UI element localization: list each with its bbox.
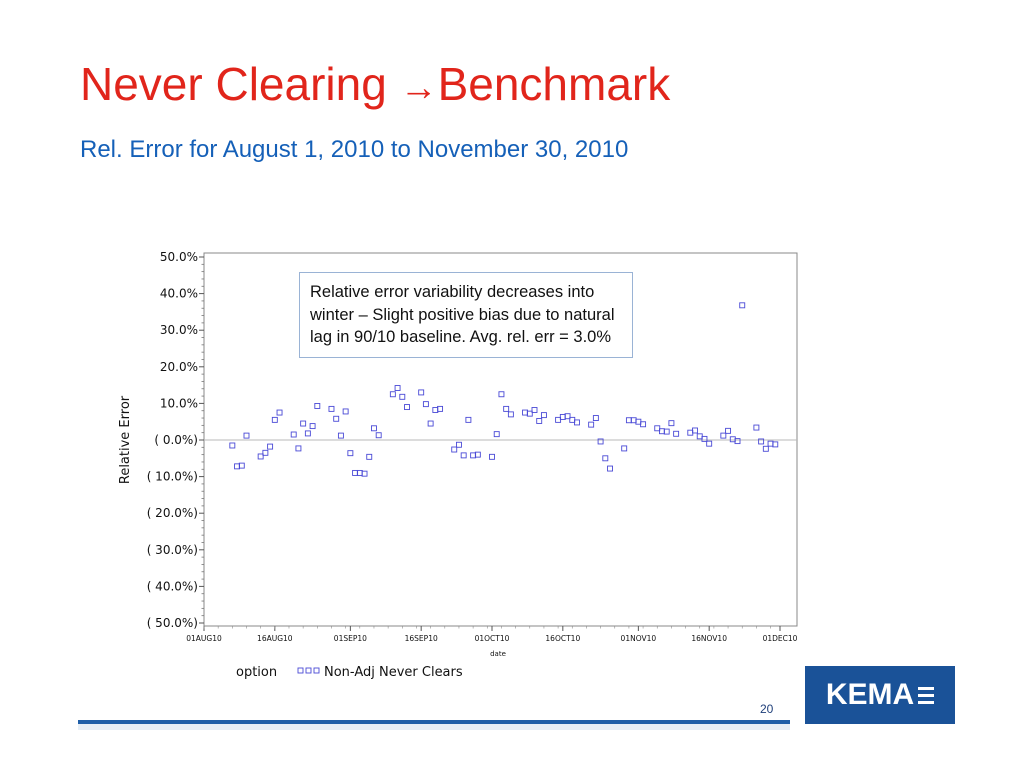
- data-point: [669, 421, 674, 426]
- data-point: [603, 456, 608, 461]
- data-point: [310, 424, 315, 429]
- data-point: [235, 464, 240, 469]
- data-point: [574, 420, 579, 425]
- data-point: [608, 466, 613, 471]
- data-point: [466, 417, 471, 422]
- data-point: [272, 417, 277, 422]
- data-point: [622, 446, 627, 451]
- data-point: [400, 394, 405, 399]
- kema-logo: [805, 666, 955, 724]
- data-point: [452, 447, 457, 452]
- y-tick-label: 20.0%: [159, 359, 198, 374]
- data-point: [362, 471, 367, 476]
- data-point: [471, 453, 476, 458]
- x-axis-label: date: [490, 650, 506, 658]
- data-point: [560, 414, 565, 419]
- legend-marker: [298, 668, 303, 673]
- y-tick-label: ( 30.0%): [146, 542, 198, 557]
- data-point: [405, 405, 410, 410]
- data-point: [239, 463, 244, 468]
- data-point: [348, 451, 353, 456]
- x-tick-label: 16SEP10: [404, 634, 438, 643]
- data-point: [494, 432, 499, 437]
- data-point: [376, 433, 381, 438]
- y-tick-label: 30.0%: [159, 323, 198, 338]
- y-axis-label: Relative Error: [118, 395, 133, 485]
- data-point: [688, 430, 693, 435]
- data-point: [570, 417, 575, 422]
- data-point: [499, 392, 504, 397]
- x-tick-label: 01DEC10: [762, 634, 798, 643]
- data-point: [589, 422, 594, 427]
- data-point: [475, 452, 480, 457]
- data-point: [395, 386, 400, 391]
- data-point: [508, 412, 513, 417]
- data-point: [763, 446, 768, 451]
- data-point: [353, 470, 358, 475]
- data-point: [357, 470, 362, 475]
- data-point: [343, 409, 348, 414]
- data-point: [730, 437, 735, 442]
- data-point: [338, 433, 343, 438]
- data-point: [532, 407, 537, 412]
- footer-shadow: [78, 724, 790, 730]
- data-point: [674, 431, 679, 436]
- x-tick-label: 01OCT10: [474, 634, 510, 643]
- data-point: [291, 432, 296, 437]
- data-point: [556, 417, 561, 422]
- data-point: [655, 426, 660, 431]
- data-point: [296, 446, 301, 451]
- data-point: [334, 416, 339, 421]
- data-point: [641, 422, 646, 427]
- data-point: [664, 429, 669, 434]
- slide-subtitle: Rel. Error for August 1, 2010 to November 30, 2010: [80, 136, 629, 163]
- data-point: [433, 407, 438, 412]
- data-point: [504, 406, 509, 411]
- x-tick-label: 01NOV10: [620, 634, 657, 643]
- data-point: [263, 450, 268, 455]
- x-tick-label: 01SEP10: [333, 634, 367, 643]
- data-point: [726, 428, 731, 433]
- data-point: [626, 418, 631, 423]
- data-point: [423, 402, 428, 407]
- legend-marker: [314, 668, 319, 673]
- data-point: [277, 410, 282, 415]
- x-tick-label: 16AUG10: [257, 634, 293, 643]
- data-point: [527, 411, 532, 416]
- legend-title: option: [236, 665, 278, 680]
- data-point: [702, 436, 707, 441]
- title-left: Never Clearing: [80, 58, 400, 110]
- data-point: [541, 413, 546, 418]
- data-point: [490, 454, 495, 459]
- data-point: [329, 406, 334, 411]
- y-tick-label: ( 20.0%): [146, 506, 198, 521]
- y-tick-label: ( 10.0%): [146, 469, 198, 484]
- data-point: [740, 303, 745, 308]
- data-point: [268, 444, 273, 449]
- data-point: [390, 392, 395, 397]
- x-tick-label: 16OCT10: [545, 634, 581, 643]
- logo-mark-icon: [918, 685, 934, 706]
- data-point: [258, 454, 263, 459]
- title-right: Benchmark: [437, 58, 671, 110]
- data-point: [593, 416, 598, 421]
- data-point: [428, 421, 433, 426]
- data-point: [301, 421, 306, 426]
- x-tick-label: 01AUG10: [186, 634, 222, 643]
- arrow-right-icon: →: [399, 67, 438, 109]
- data-point: [523, 410, 528, 415]
- y-tick-label: ( 0.0%): [154, 433, 198, 447]
- data-point: [565, 414, 570, 419]
- data-point: [230, 443, 235, 448]
- data-point: [461, 453, 466, 458]
- data-point: [305, 431, 310, 436]
- data-point: [721, 433, 726, 438]
- page-number: 20: [760, 702, 774, 716]
- data-point: [735, 439, 740, 444]
- legend-entry: Non-Adj Never Clears: [324, 665, 463, 680]
- data-point: [697, 434, 702, 439]
- data-point: [438, 406, 443, 411]
- data-point: [244, 433, 249, 438]
- y-tick-label: 40.0%: [159, 286, 198, 301]
- data-point: [773, 442, 778, 447]
- chart-annotation: Relative error variability decreases into winter – Slight positive bias due to natural lag in 90/10 baseline. Avg. rel. err = 3.0%: [299, 272, 633, 358]
- legend-marker: [306, 668, 311, 673]
- data-point: [315, 403, 320, 408]
- logo-text: KEMA: [825, 678, 915, 711]
- data-point: [754, 425, 759, 430]
- x-tick-label: 16NOV10: [691, 634, 727, 643]
- data-point: [707, 441, 712, 446]
- data-point: [768, 441, 773, 446]
- data-point: [456, 442, 461, 447]
- data-point: [659, 429, 664, 434]
- data-point: [371, 426, 376, 431]
- y-tick-label: 50.0%: [159, 250, 198, 264]
- data-point: [537, 418, 542, 423]
- y-tick-label: ( 40.0%): [146, 579, 198, 594]
- data-point: [631, 418, 636, 423]
- data-point: [693, 428, 698, 433]
- data-point: [636, 419, 641, 424]
- y-tick-label: 10.0%: [159, 396, 198, 411]
- data-point: [419, 390, 424, 395]
- data-point: [367, 454, 372, 459]
- y-tick-label: ( 50.0%): [146, 616, 198, 630]
